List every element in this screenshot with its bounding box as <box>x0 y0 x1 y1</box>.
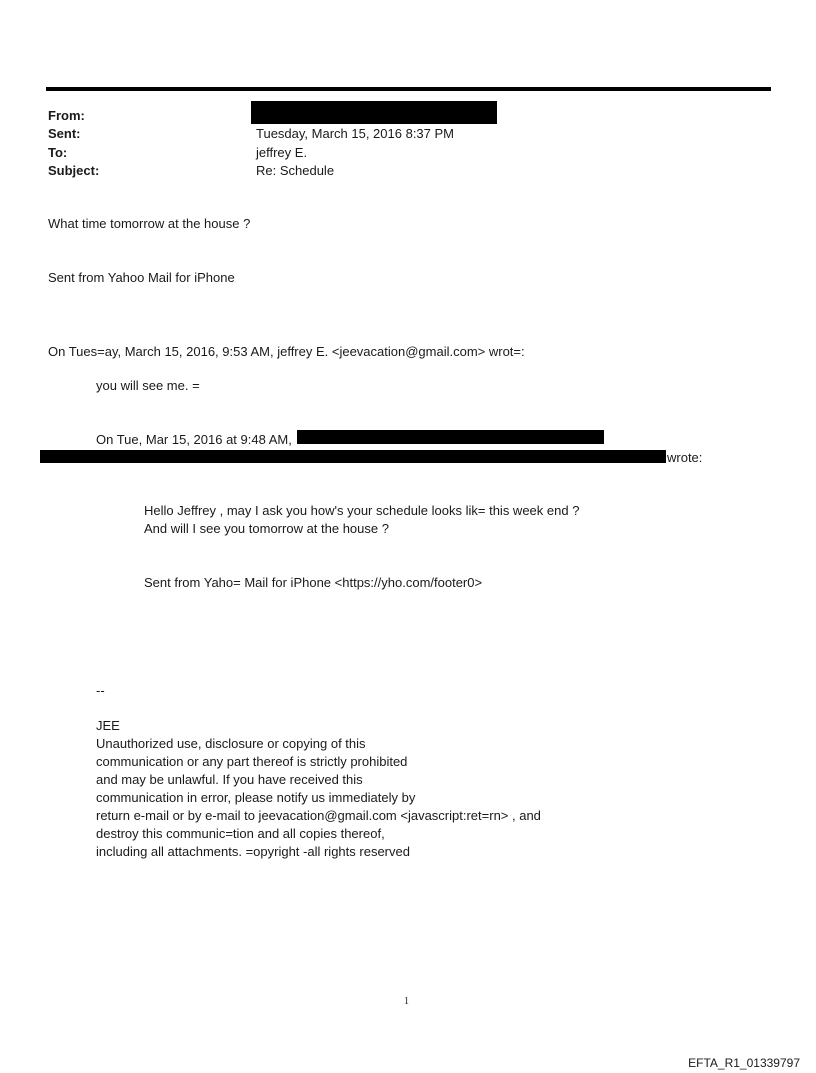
signature-name: JEE <box>96 718 120 733</box>
disclaimer-line: return e-mail or by e-mail to jeevacation@gmail.com <javascript:ret=rn> , and <box>96 808 541 823</box>
reply-text: you will see me. = <box>96 378 200 393</box>
inner-message-line-1: Hello Jeffrey , may I ask you how's your schedule looks lik= this week end ? <box>144 503 580 518</box>
page-number: 1 <box>404 996 409 1007</box>
quote-header-2: On Tue, Mar 15, 2016 at 9:48 AM, <box>96 432 292 447</box>
bates-number: EFTA_R1_01339797 <box>688 1056 800 1070</box>
sent-value: Tuesday, March 15, 2016 8:37 PM <box>256 126 454 141</box>
header-rule <box>46 87 771 91</box>
redaction-sender-2 <box>40 450 666 463</box>
redaction-sender-1 <box>297 430 604 444</box>
signature-separator: -- <box>96 683 105 698</box>
redaction-from <box>251 101 497 124</box>
quote-header-2-end: wrote: <box>667 450 703 465</box>
from-label: From: <box>48 108 85 123</box>
inner-signature: Sent from Yaho= Mail for iPhone <https://yho.com/footer0> <box>144 575 483 590</box>
inner-message-line-2: And will I see you tomorrow at the house ? <box>144 521 389 536</box>
message-text: What time tomorrow at the house ? <box>48 216 251 231</box>
quote-header-1: On Tues=ay, March 15, 2016, 9:53 AM, jeffrey E. <jeevacation@gmail.com> wrot=: <box>48 344 525 359</box>
disclaimer-line: communication in error, please notify us immediately by <box>96 790 416 805</box>
to-label: To: <box>48 145 68 160</box>
disclaimer-line: and may be unlawful. If you have received this <box>96 772 363 787</box>
subject-label: Subject: <box>48 163 100 178</box>
message-signature: Sent from Yahoo Mail for iPhone <box>48 270 235 285</box>
sent-label: Sent: <box>48 126 81 141</box>
disclaimer-line: communication or any part thereof is strictly prohibited <box>96 754 408 769</box>
to-value: jeffrey E. <box>256 145 308 160</box>
disclaimer-line: including all attachments. =opyright -all rights reserved <box>96 844 410 859</box>
disclaimer-line: destroy this communic=tion and all copies thereof, <box>96 826 385 841</box>
disclaimer-line: Unauthorized use, disclosure or copying of this <box>96 736 366 751</box>
subject-value: Re: Schedule <box>256 163 335 178</box>
